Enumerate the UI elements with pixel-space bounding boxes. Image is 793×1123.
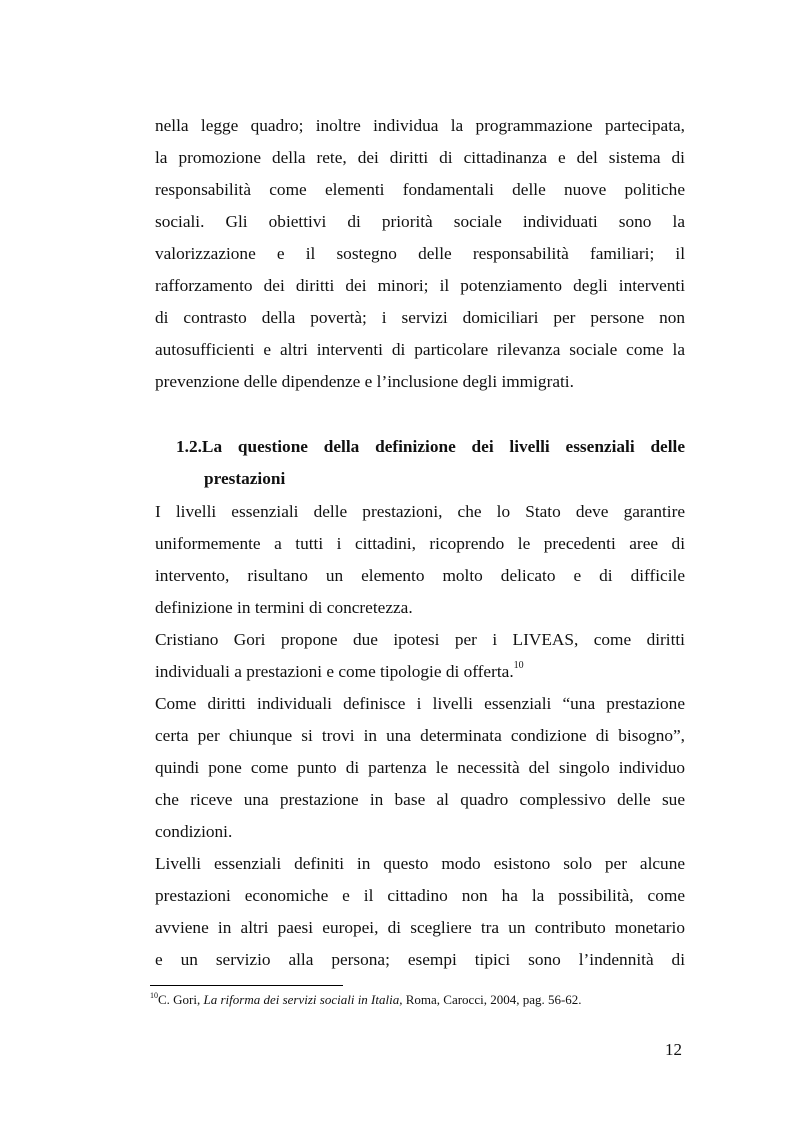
paragraph-4-line: che riceve una prestazione in base al quadro complessivo delle sue: [155, 790, 685, 809]
footnote-author: C. Gori,: [158, 992, 204, 1007]
footnote-number: 10: [150, 990, 158, 1000]
paragraph-3-line: [155, 656, 685, 688]
paragraph-5-line: avviene in altri paesi europei, di scegliere tra un contributo monetario: [155, 918, 685, 937]
paragraph-2-line: uniformemente a tutti i cittadini, ricoprendo le precedenti aree di: [155, 534, 685, 553]
footnote-divider: [150, 985, 343, 986]
section-heading-continuation: prestazioni: [204, 469, 286, 488]
section-number: 1.2.: [176, 437, 202, 456]
paragraph-4-line: condizioni.: [155, 822, 233, 841]
paragraph-4-line: Come diritti individuali definisce i livelli essenziali “una prestazione: [155, 694, 685, 713]
paragraph-1-line: prevenzione delle dipendenze e l’inclusione degli immigrati.: [155, 372, 574, 391]
paragraph-2-line: definizione in termini di concretezza.: [155, 598, 413, 617]
paragraph-5-line: prestazioni economiche e il cittadino non ha la possibilità, come: [155, 886, 685, 905]
paragraph-4-line: quindi pone come punto di partenza le necessità del singolo individuo: [155, 758, 685, 777]
page-number: 12: [665, 1040, 682, 1059]
paragraph-3-text: individuali a prestazioni e come tipologie di offerta.: [155, 662, 514, 681]
footnote-publication: Roma, Carocci, 2004, pag. 56-62.: [402, 992, 582, 1007]
paragraph-1-line: rafforzamento dei diritti dei minori; il potenziamento degli interventi: [155, 276, 685, 295]
footnote-book-title: La riforma dei servizi sociali in Italia,: [203, 992, 403, 1007]
paragraph-1-line: di contrasto della povertà; i servizi domiciliari per persone non: [155, 308, 685, 327]
paragraph-5-line: Livelli essenziali definiti in questo modo esistono solo per alcune: [155, 854, 685, 873]
paragraph-3-line: Cristiano Gori propone due ipotesi per i LIVEAS, come diritti: [155, 630, 685, 649]
section-title: La questione della definizione dei livelli essenziali delle: [201, 437, 685, 456]
footnote-reference[interactable]: 10: [513, 660, 524, 672]
paragraph-1-line: la promozione della rete, dei diritti di cittadinanza e del sistema di: [155, 148, 685, 167]
paragraph-5-line: e un servizio alla persona; esempi tipici sono l’indennità di: [155, 950, 685, 969]
paragraph-1-line: nella legge quadro; inoltre individua la programmazione partecipata,: [155, 116, 685, 135]
paragraph-1-line: responsabilità come elementi fondamentali delle nuove politiche: [155, 180, 685, 199]
paragraph-2-line: I livelli essenziali delle prestazioni, che lo Stato deve garantire: [155, 502, 685, 521]
paragraph-2-line: intervento, risultano un elemento molto delicato e di difficile: [155, 566, 685, 585]
paragraph-1-line: sociali. Gli obiettivi di priorità sociale individuati sono la: [155, 212, 685, 231]
section-heading: [176, 431, 685, 463]
paragraph-1-line: autosufficienti e altri interventi di particolare rilevanza sociale come la: [155, 340, 685, 359]
paragraph-1-line: valorizzazione e il sostegno delle responsabilità familiari; il: [155, 244, 685, 263]
paragraph-4-line: certa per chiunque si trovi in una determinata condizione di bisogno”,: [155, 726, 685, 745]
footnote: [150, 991, 582, 1009]
